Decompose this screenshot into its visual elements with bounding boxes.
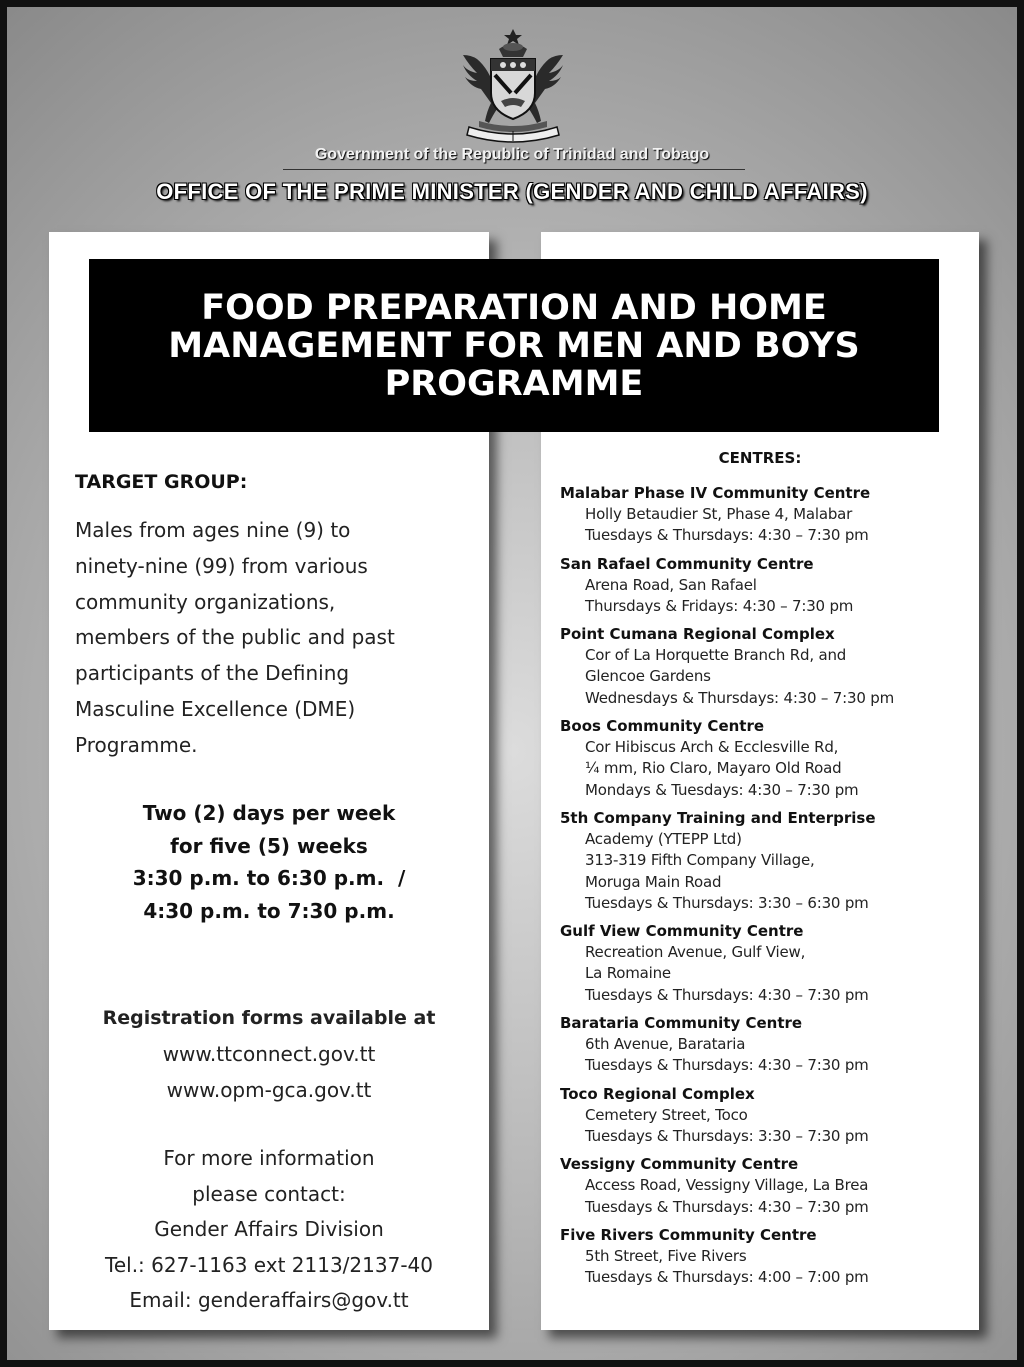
centre-name: Malabar Phase IV Community Centre [560,484,871,502]
centre-detail: ¼ mm, Rio Claro, Mayaro Old Road [585,759,842,778]
centre-detail: Tuesdays & Thursdays: 4:30 – 7:30 pm [585,1056,869,1075]
target-group-heading: TARGET GROUP: [75,471,248,493]
target-line: Masculine Excellence (DME) [75,696,356,721]
centre-detail: Moruga Main Road [585,872,722,891]
centre-name: Toco Regional Complex [560,1084,755,1103]
centre-detail: Holly Betaudier St, Phase 4, Malabar [585,505,853,523]
centre-detail: Wednesdays & Thursdays: 4:30 – 7:30 pm [585,688,894,707]
centre-detail: Cemetery Street, Toco [585,1105,748,1124]
centre-name: San Rafael Community Centre [560,554,814,573]
centre-name: Barataria Community Centre [560,1014,803,1033]
registration-link-opm[interactable]: www.opm-gca.gov.tt [166,1078,372,1102]
contact-division: Gender Affairs Division [154,1217,384,1241]
centre-name: Point Cumana Regional Complex [560,625,835,644]
centre-item [560,808,970,914]
centre-detail: Recreation Avenue, Gulf View, [585,943,806,962]
centre-name: Boos Community Centre [560,717,765,736]
centre-name: Five Rivers Community Centre [560,1225,817,1244]
centres-list [560,483,970,1295]
centre-detail: Arena Road, San Rafael [585,575,757,594]
centre-detail: Tuesdays & Thursdays: 3:30 – 6:30 pm [585,893,869,912]
target-line: participants of the Defining [75,661,350,686]
centre-item [560,1225,970,1289]
target-line: ninety-nine (99) from various [75,553,368,578]
programme-banner [89,259,939,432]
centres-heading: CENTRES: [718,449,802,467]
centre-detail: La Romaine [585,964,671,983]
contact-block [49,1141,489,1319]
centre-item [560,554,970,618]
contact-phone: Tel.: 627-1163 ext 2113/2137-40 [105,1252,433,1277]
centre-detail: Tuesdays & Thursdays: 3:30 – 7:30 pm [585,1126,869,1145]
centre-detail: Thursdays & Fridays: 4:30 – 7:30 pm [585,596,854,615]
schedule-line: 3:30 p.m. to 6:30 p.m. / [132,866,406,890]
registration-heading: Registration forms available at [102,1007,436,1029]
centre-item [560,1013,970,1077]
schedule-line: 4:30 p.m. to 7:30 p.m. [143,898,395,923]
centre-detail: Tuesdays & Thursdays: 4:30 – 7:30 pm [585,526,869,545]
centre-item [560,716,970,801]
schedule-line: Two (2) days per week [142,801,396,825]
target-line: community organizations, [75,589,336,614]
programme-title: FOOD PREPARATION AND HOME MANAGEMENT FOR MEN AND BOYS PROGRAMME [168,287,860,404]
target-line: Males from ages nine (9) to [75,518,351,542]
coat-of-arms-icon [455,25,571,143]
centre-item [560,1154,970,1218]
registration-link-ttconnect[interactable]: www.ttconnect.gov.tt [162,1042,376,1066]
centre-detail: Access Road, Vessigny Village, La Brea [585,1176,869,1195]
centre-item [560,483,970,547]
centre-detail: Cor Hibiscus Arch & Ecclesville Rd, [585,738,839,757]
schedule-block [49,797,489,927]
centre-detail: 6th Avenue, Barataria [585,1035,746,1054]
centre-detail: Mondays & Tuesdays: 4:30 – 7:30 pm [585,780,859,799]
contact-line: please contact: [192,1181,346,1206]
centre-name: Vessigny Community Centre [560,1155,799,1174]
schedule-line: for five (5) weeks [170,833,368,858]
contact-line: For more information [163,1146,375,1170]
office-title: OFFICE OF THE PRIME MINISTER (GENDER AND CHILD AFFAIRS) [156,179,868,204]
centre-item [560,1084,970,1148]
centre-detail: Glencoe Gardens [585,667,711,686]
centre-detail: 313-319 Fifth Company Village, [585,851,815,870]
centre-item [560,921,970,1006]
centre-detail: Tuesdays & Thursdays: 4:00 – 7:00 pm [585,1268,869,1287]
target-line: Programme. [75,732,198,757]
centre-detail: Tuesdays & Thursdays: 4:30 – 7:30 pm [585,1197,869,1216]
contact-email[interactable]: Email: genderaffairs@gov.tt [129,1288,409,1312]
target-group-description [75,513,455,764]
centre-name: 5th Company Training and Enterprise [560,808,876,827]
registration-block [49,1000,489,1108]
centre-detail: 5th Street, Five Rivers [585,1246,747,1265]
centre-detail: Cor of La Horquette Branch Rd, and [585,646,847,665]
centre-detail: Academy (YTEPP Ltd) [585,829,742,848]
header-divider [283,169,745,170]
target-line: members of the public and past [75,625,395,650]
centre-detail: Tuesdays & Thursdays: 4:30 – 7:30 pm [585,985,869,1004]
government-name: Government of the Republic of Trinidad and Tobago [314,146,710,163]
centre-name: Gulf View Community Centre [560,922,804,941]
centre-item [560,624,970,709]
